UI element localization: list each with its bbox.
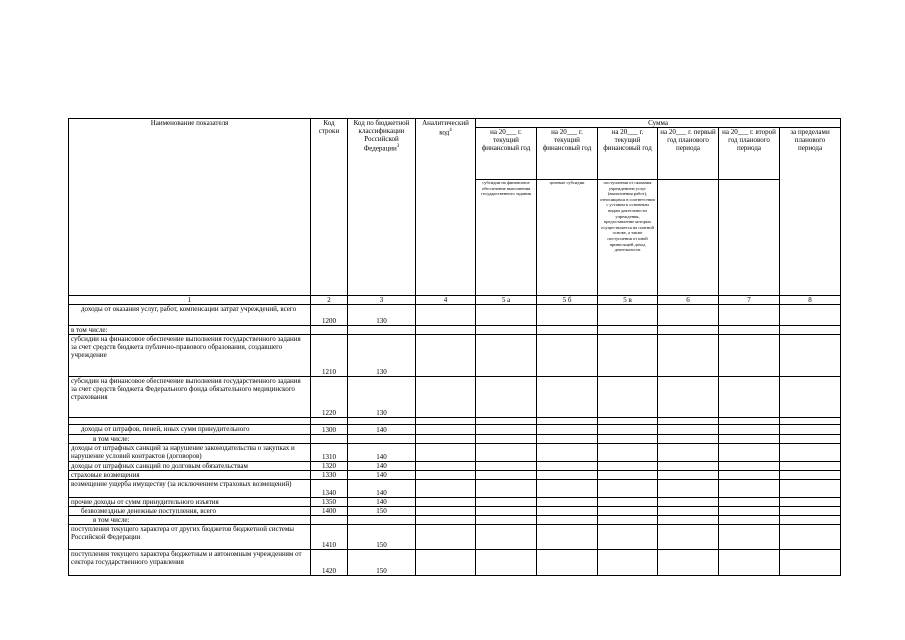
- row-6[interactable]: [658, 516, 719, 525]
- row-6[interactable]: [658, 377, 719, 418]
- column-numbers-row: [69, 296, 841, 305]
- row-analytic[interactable]: [416, 377, 476, 418]
- row-6[interactable]: [658, 498, 719, 507]
- row-code: 1220: [311, 377, 348, 418]
- row-name: доходы от штрафных санкций по долговым обязательствам: [69, 462, 311, 471]
- row-8[interactable]: [780, 305, 841, 326]
- header-analytic: Аналитический код$^4$: [416, 119, 476, 296]
- row-analytic[interactable]: [416, 498, 476, 507]
- row-bk-code: 150: [348, 525, 416, 550]
- row-5a[interactable]: [476, 418, 537, 425]
- row-5v[interactable]: [598, 435, 658, 444]
- row-5v[interactable]: [598, 525, 658, 550]
- row-5v[interactable]: [598, 516, 658, 525]
- row-7[interactable]: [719, 525, 780, 550]
- colnum-4: 4: [416, 296, 476, 305]
- row-name: возмещение ущерба имуществу (за исключением страховых возмещений): [69, 480, 311, 498]
- row-8[interactable]: [780, 377, 841, 418]
- table-row: [69, 471, 841, 480]
- colnum-7: 7: [719, 296, 780, 305]
- row-analytic[interactable]: [416, 471, 476, 480]
- row-bk-code: 140: [348, 462, 416, 471]
- table-row: [69, 507, 841, 516]
- row-6[interactable]: [658, 444, 719, 462]
- table-row: [69, 425, 841, 435]
- colnum-5v: 5 в: [598, 296, 658, 305]
- colnum-5a: 5 а: [476, 296, 537, 305]
- row-analytic[interactable]: [416, 507, 476, 516]
- row-bk-code: 140: [348, 480, 416, 498]
- table-row: [69, 498, 841, 507]
- row-5b[interactable]: [537, 462, 598, 471]
- row-analytic[interactable]: [416, 516, 476, 525]
- row-6[interactable]: [658, 550, 719, 576]
- row-name: поступления текущего характера от других бюджетов бюджетной системы Российской Федерации: [69, 525, 311, 550]
- row-7[interactable]: [719, 516, 780, 525]
- table-row: [69, 377, 841, 418]
- colnum-3: 3: [348, 296, 416, 305]
- row-5v[interactable]: [598, 462, 658, 471]
- row-5v[interactable]: [598, 418, 658, 425]
- row-7[interactable]: [719, 480, 780, 498]
- row-6[interactable]: [658, 462, 719, 471]
- row-8[interactable]: [780, 525, 841, 550]
- row-name: доходы от штрафных санкций за нарушение законодательства о закупках и нарушение условий контрактов (договоров): [69, 444, 311, 462]
- row-5a[interactable]: [476, 471, 537, 480]
- row-5v[interactable]: [598, 498, 658, 507]
- table-row: [69, 462, 841, 471]
- row-code: 1300: [311, 425, 348, 435]
- row-name: доходы от штрафов, пеней, иных сумм принудительного: [69, 425, 311, 435]
- row-5v[interactable]: [598, 305, 658, 326]
- row-7[interactable]: [719, 305, 780, 326]
- row-7[interactable]: [719, 471, 780, 480]
- row-5a[interactable]: [476, 305, 537, 326]
- row-bk-code: [348, 326, 416, 335]
- row-code: [311, 326, 348, 335]
- row-analytic[interactable]: [416, 480, 476, 498]
- row-6[interactable]: [658, 507, 719, 516]
- row-6[interactable]: [658, 480, 719, 498]
- row-code: 1330: [311, 471, 348, 480]
- row-5b[interactable]: [537, 516, 598, 525]
- row-analytic[interactable]: [416, 418, 476, 425]
- row-6[interactable]: [658, 435, 719, 444]
- table-row: [69, 444, 841, 462]
- row-8[interactable]: [780, 507, 841, 516]
- table-row: [69, 516, 841, 525]
- row-bk-code: 140: [348, 471, 416, 480]
- row-bk-code: [348, 435, 416, 444]
- row-8[interactable]: [780, 335, 841, 377]
- row-analytic[interactable]: [416, 462, 476, 471]
- row-code: 1410: [311, 525, 348, 550]
- table-row: [69, 435, 841, 444]
- table-row: [69, 305, 841, 326]
- colnum-8: 8: [780, 296, 841, 305]
- row-bk-code: 140: [348, 444, 416, 462]
- row-code: [311, 418, 348, 425]
- header-summa: Сумма: [476, 119, 841, 128]
- table-row: [69, 550, 841, 576]
- row-5v[interactable]: [598, 507, 658, 516]
- row-7[interactable]: [719, 418, 780, 425]
- row-5b[interactable]: [537, 480, 598, 498]
- table-row: [69, 418, 841, 425]
- header-name: Наименование показателя: [69, 119, 311, 296]
- row-analytic[interactable]: [416, 444, 476, 462]
- row-5b[interactable]: [537, 335, 598, 377]
- row-5b[interactable]: [537, 507, 598, 516]
- row-6[interactable]: [658, 418, 719, 425]
- row-6[interactable]: [658, 326, 719, 335]
- row-code: 1200: [311, 305, 348, 326]
- row-5v[interactable]: [598, 444, 658, 462]
- row-6[interactable]: [658, 305, 719, 326]
- row-name: в том числе:: [69, 326, 311, 335]
- row-name: в том числе:: [69, 516, 311, 525]
- row-name: поступления текущего характера бюджетным и автономным учреждениям от сектора государственного управления: [69, 550, 311, 576]
- row-8[interactable]: [780, 550, 841, 576]
- row-6[interactable]: [658, 525, 719, 550]
- row-name: [69, 418, 311, 425]
- row-name: доходы от оказания услуг, работ, компенсации затрат учреждений, всего: [69, 305, 311, 326]
- row-5v[interactable]: [598, 425, 658, 435]
- row-5b[interactable]: [537, 425, 598, 435]
- row-5a[interactable]: [476, 425, 537, 435]
- row-5b[interactable]: [537, 525, 598, 550]
- row-bk-code: [348, 418, 416, 425]
- row-analytic[interactable]: [416, 435, 476, 444]
- row-5a[interactable]: [476, 435, 537, 444]
- row-6[interactable]: [658, 335, 719, 377]
- row-bk-code: 130: [348, 377, 416, 418]
- table-row: [69, 326, 841, 335]
- row-bk-code: 130: [348, 335, 416, 377]
- table-row: [69, 335, 841, 377]
- header-period-5: на 20___ г. второй год планового периода: [719, 128, 780, 180]
- row-6[interactable]: [658, 425, 719, 435]
- row-8[interactable]: [780, 444, 841, 462]
- row-7[interactable]: [719, 425, 780, 435]
- row-8[interactable]: [780, 516, 841, 525]
- row-bk-code: 140: [348, 425, 416, 435]
- row-name: в том числе:: [69, 435, 311, 444]
- row-analytic[interactable]: [416, 525, 476, 550]
- row-7[interactable]: [719, 462, 780, 471]
- row-7[interactable]: [719, 550, 780, 576]
- header-code: Код строки: [311, 119, 348, 296]
- row-code: 1310: [311, 444, 348, 462]
- row-6[interactable]: [658, 471, 719, 480]
- row-code: [311, 516, 348, 525]
- row-7[interactable]: [719, 444, 780, 462]
- row-7[interactable]: [719, 326, 780, 335]
- colnum-6: 6: [658, 296, 719, 305]
- header-period-4: на 20___ г. первый год планового периода: [658, 128, 719, 180]
- header-empty-7: [719, 180, 780, 296]
- row-5v[interactable]: [598, 550, 658, 576]
- row-analytic[interactable]: [416, 326, 476, 335]
- row-5b[interactable]: [537, 435, 598, 444]
- header-period-2: на 20___ г. текущий финансовый год: [537, 128, 598, 180]
- row-8[interactable]: [780, 498, 841, 507]
- row-7[interactable]: [719, 335, 780, 377]
- header-sub-b: целевые субсидии: [537, 180, 598, 296]
- row-8[interactable]: [780, 471, 841, 480]
- row-analytic[interactable]: [416, 550, 476, 576]
- row-name: безвозмездные денежные поступления, всего: [69, 507, 311, 516]
- plan-table: [68, 118, 841, 576]
- row-name: страховые возмещения: [69, 471, 311, 480]
- row-5b[interactable]: [537, 305, 598, 326]
- row-code: 1320: [311, 462, 348, 471]
- row-7[interactable]: [719, 507, 780, 516]
- header-sub-c: поступления от оказания учреждением услуг (выполнения работ), относящихся в соответствии с уставом к основным видам деятельности учреждения, предоставление которых осуществляется на платной основе, а также поступления от иной приносящей доход деятельности: [598, 180, 658, 296]
- row-code: 1340: [311, 480, 348, 498]
- row-5a[interactable]: [476, 335, 537, 377]
- row-analytic[interactable]: [416, 425, 476, 435]
- row-5a[interactable]: [476, 377, 537, 418]
- row-bk-code: 150: [348, 507, 416, 516]
- row-5a[interactable]: [476, 550, 537, 576]
- row-8[interactable]: [780, 480, 841, 498]
- row-5a[interactable]: [476, 480, 537, 498]
- row-analytic[interactable]: [416, 305, 476, 326]
- row-8[interactable]: [780, 462, 841, 471]
- row-7[interactable]: [719, 498, 780, 507]
- row-5b[interactable]: [537, 471, 598, 480]
- row-5b[interactable]: [537, 326, 598, 335]
- row-8[interactable]: [780, 425, 841, 435]
- row-5v[interactable]: [598, 335, 658, 377]
- row-code: 1350: [311, 498, 348, 507]
- row-7[interactable]: [719, 435, 780, 444]
- row-5a[interactable]: [476, 525, 537, 550]
- row-8[interactable]: [780, 326, 841, 335]
- header-period-3: на 20___ г. текущий финансовый год: [598, 128, 658, 180]
- row-5a[interactable]: [476, 462, 537, 471]
- table-row: [69, 525, 841, 550]
- colnum-2: 2: [311, 296, 348, 305]
- row-5b[interactable]: [537, 418, 598, 425]
- header-period-1: на 20___ г. текущий финансовый год: [476, 128, 537, 180]
- row-code: 1210: [311, 335, 348, 377]
- row-code: 1400: [311, 507, 348, 516]
- row-5v[interactable]: [598, 471, 658, 480]
- row-bk-code: 140: [348, 498, 416, 507]
- row-bk-code: [348, 516, 416, 525]
- row-name: субсидии на финансовое обеспечение выполнения государственного задания за счет средств бюджета публично-правового образования, создавшего учреждение: [69, 335, 311, 377]
- row-5b[interactable]: [537, 550, 598, 576]
- colnum-5b: 5 б: [537, 296, 598, 305]
- row-5b[interactable]: [537, 498, 598, 507]
- row-5b[interactable]: [537, 444, 598, 462]
- row-5b[interactable]: [537, 377, 598, 418]
- row-5v[interactable]: [598, 326, 658, 335]
- row-5a[interactable]: [476, 498, 537, 507]
- row-8[interactable]: [780, 435, 841, 444]
- row-code: 1420: [311, 550, 348, 576]
- row-name: субсидии на финансовое обеспечение выполнения государственного задания за счет средств бюджета Федерального фонда обязательного медицинского страхования: [69, 377, 311, 418]
- table-row: [69, 480, 841, 498]
- header-empty-6: [658, 180, 719, 296]
- row-8[interactable]: [780, 418, 841, 425]
- row-5a[interactable]: [476, 444, 537, 462]
- row-name: прочие доходы от сумм принудительного изъятия: [69, 498, 311, 507]
- row-5v[interactable]: [598, 480, 658, 498]
- row-bk-code: 150: [348, 550, 416, 576]
- row-code: [311, 435, 348, 444]
- header-sub-a: субсидии на финансовое обеспечение выполнения государственного задания: [476, 180, 537, 296]
- row-7[interactable]: [719, 377, 780, 418]
- row-analytic[interactable]: [416, 335, 476, 377]
- row-bk-code: 130: [348, 305, 416, 326]
- row-5a[interactable]: [476, 507, 537, 516]
- row-5a[interactable]: [476, 516, 537, 525]
- row-5a[interactable]: [476, 326, 537, 335]
- header-bk-code: Код по бюджетной классификации Российской Федерации$^3$: [348, 119, 416, 296]
- colnum-1: 1: [69, 296, 311, 305]
- row-5v[interactable]: [598, 377, 658, 418]
- header-beyond: за пределами планового периода: [780, 128, 841, 296]
